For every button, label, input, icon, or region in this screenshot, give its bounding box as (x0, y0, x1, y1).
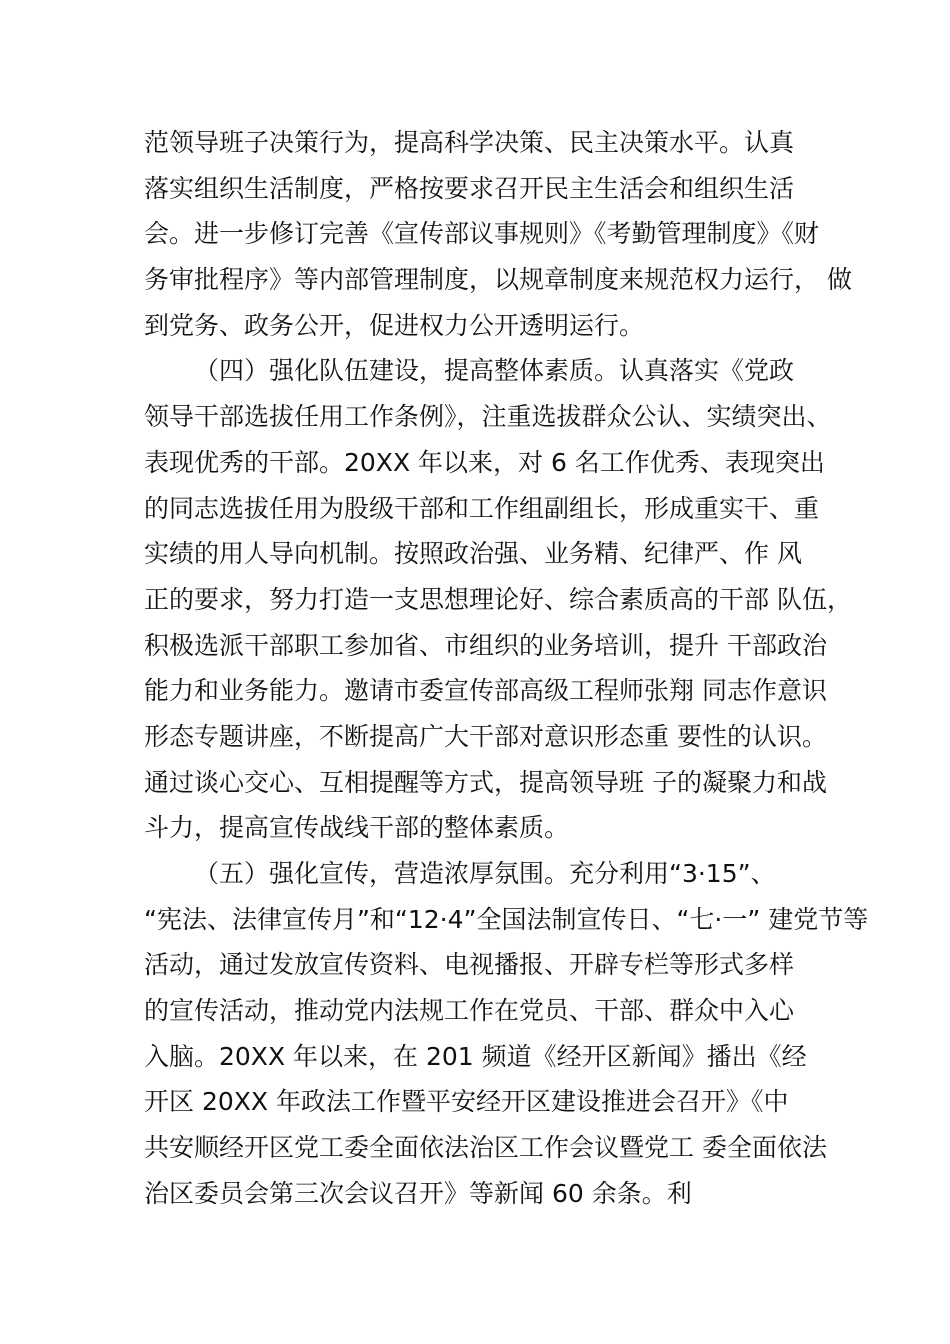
text-line: 表现优秀的干部。20XX 年以来，对 6 名工作优秀、表现突出 (144, 447, 825, 477)
text-line: 正的要求，努力打造一支思想理论好、综合素质高的干部 队伍， (144, 584, 852, 614)
text-line: 到党务、政务公开，促进权力公开透明运行。 (144, 310, 645, 340)
text-line: 务审批程序》等内部管理制度，以规章制度来规范权力运行， 做 (144, 265, 852, 295)
text-line: 形态专题讲座，不断提高广大干部对意识形态重 要性的认识。 (144, 721, 827, 751)
text-line: 积极选派干部职工参加省、市组织的业务培训，提升 干部政治 (144, 630, 827, 660)
body-text (144, 120, 869, 1217)
text-line: 活动，通过发放宣传资料、电视播报、开辟专栏等形式多样 (144, 950, 795, 980)
section-heading-line: （五）强化宣传，营造浓厚氛围。充分利用“3·15”、 (194, 859, 776, 888)
section-heading-line: （四）强化队伍建设，提高整体素质。认真落实《党政 (194, 356, 795, 386)
text-line: 的同志选拔任用为股级干部和工作组副组长，形成重实干、重 (144, 493, 820, 523)
text-line: 斗力，提高宣传战线干部的整体素质。 (144, 813, 570, 843)
text-line: 落实组织生活制度，严格按要求召开民主生活会和组织生活 (144, 173, 795, 203)
text-line: 范领导班子决策行为，提高科学决策、民主决策水平。认真 (144, 128, 795, 157)
text-line: 领导干部选拔任用工作条例》，注重选拔群众公认、实绩突出、 (144, 402, 832, 432)
text-line: 开区 20XX 年政法工作暨平安经开区建设推进会召开》《中 (144, 1087, 789, 1117)
text-line: 会。进一步修订完善《宣传部议事规则》《考勤管理制度》《财 (144, 219, 820, 249)
text-line: 治区委员会第三次会议召开》等新闻 60 余条。利 (144, 1178, 692, 1208)
text-line: 通过谈心交心、互相提醒等方式，提高领导班 子的凝聚力和战 (144, 767, 827, 797)
text-line: 共安顺经开区党工委全面依法治区工作会议暨党工 委全面依法 (144, 1133, 827, 1163)
text-line: 的宣传活动，推动党内法规工作在党员、干部、群众中入心 (144, 996, 795, 1026)
text-line: 能力和业务能力。邀请市委宣传部高级工程师张翔 同志作意识 (144, 676, 827, 706)
text-line: 实绩的用人导向机制。按照政治强、业务精、纪律严、作 风 (144, 539, 802, 569)
text-line: 入脑。20XX 年以来，在 201 频道《经开区新闻》播出《经 (144, 1041, 807, 1071)
text-line: “宪法、法律宣传月”和“12·4”全国法制宣传日、“七·一” 建党节等 (144, 904, 869, 934)
